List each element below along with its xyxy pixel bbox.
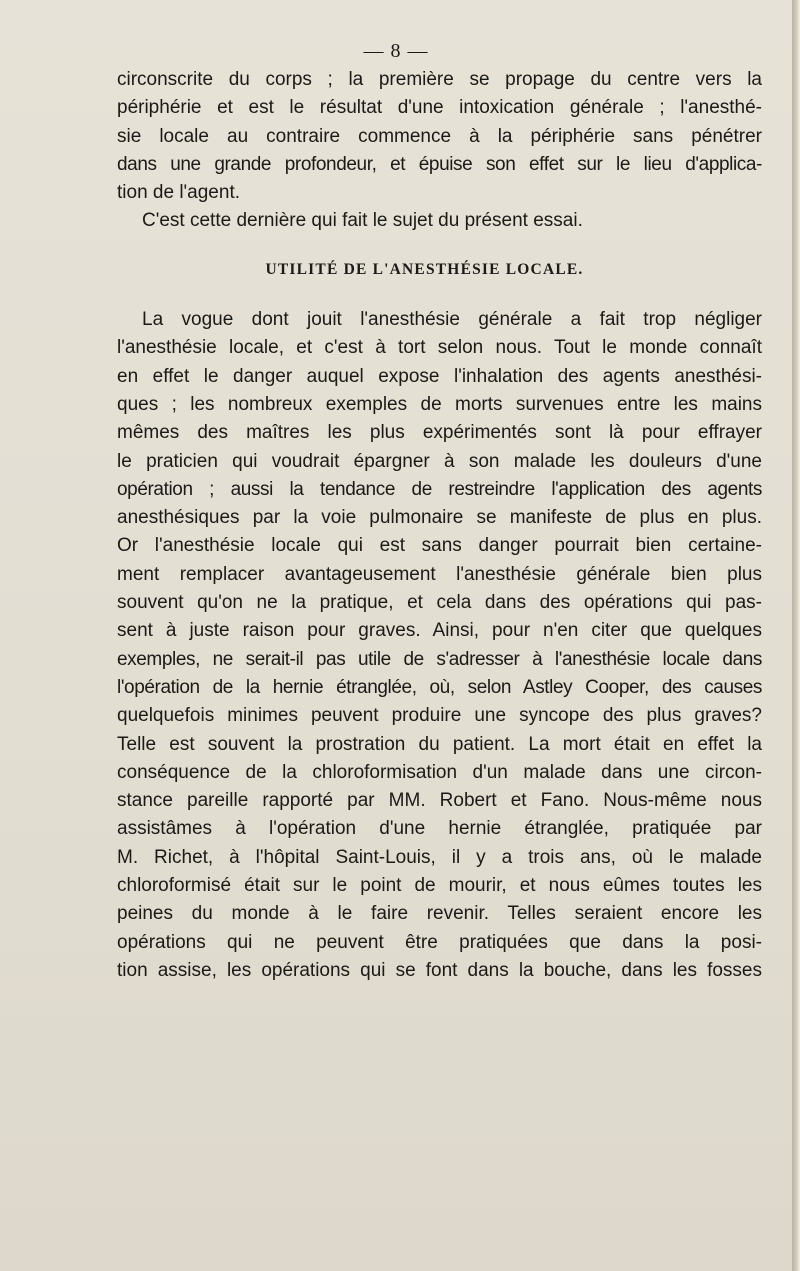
text-line: M. Richet, à l'hôpital Saint-Louis, il y a trois ans, où le malade [117,846,762,868]
text-line: C'est cette dernière qui fait le sujet du présent essai. [142,210,583,232]
text-line: assistâmes à l'opération d'une hernie étranglée, pratiquée par [117,818,762,840]
text-line: conséquence de la chloroformisation d'un malade dans une circon- [117,761,762,783]
text-line: l'opération de la hernie étranglée, où, selon Astley Cooper, des causes [117,676,762,698]
text-line: tion assise, les opérations qui se font dans la bouche, dans les fosses [117,959,762,981]
text-line: souvent qu'on ne la pratique, et cela dans des opérations qui pas- [117,592,762,614]
text-line: La vogue dont jouit l'anesthésie générale a fait trop négliger [142,309,762,331]
text-line: le praticien qui voudrait épargner à son malade les douleurs d'une [117,450,762,472]
text-line: tion de l'agent. [117,182,240,204]
text-line: périphérie et est le résultat d'une intoxication générale ; l'anesthé- [117,97,762,119]
text-line: sie locale au contraire commence à la périphérie sans pénétrer [117,125,762,147]
page-number: — 8 — [363,40,429,62]
text-line: l'anesthésie locale, et c'est à tort selon nous. Tout le monde connaît [117,337,762,359]
text-line: peines du monde à le faire revenir. Telles seraient encore les [117,903,762,925]
text-line: opérations qui ne peuvent être pratiquées que dans la posi- [117,931,762,953]
text-line: chloroformisé était sur le point de mourir, et nous eûmes toutes les [117,875,762,897]
paragraph-intro [117,66,762,207]
text-line: Telle est souvent la prostration du patient. La mort était en effet la [117,733,762,755]
text-line: ques ; les nombreux exemples de morts survenues entre les mains [117,393,762,415]
text-line: Or l'anesthésie locale qui est sans danger pourrait bien certaine- [117,535,762,557]
section-heading: UTILITÉ DE L'ANESTHÉSIE LOCALE. [265,260,584,278]
text-line: circonscrite du corps ; la première se propage du centre vers la [117,69,762,90]
text-line: quelquefois minimes peuvent produire une syncope des plus graves? [117,705,762,727]
paragraph-utility [117,306,762,985]
text-line: stance pareille rapporté par MM. Robert et Fano. Nous-même nous [117,790,762,812]
text-line: dans une grande profondeur, et épuise son effet sur le lieu d'applica- [117,153,762,175]
text-line: mêmes des maîtres les plus expérimentés sont là pour effrayer [117,422,762,444]
text-line: opération ; aussi la tendance de restreindre l'application des agents [117,478,762,500]
page-body [117,66,762,985]
text-line: en effet le danger auquel expose l'inhalation des agents anesthési- [117,365,762,387]
page-edge [792,0,800,1271]
text-line: sent à juste raison pour graves. Ainsi, pour n'en citer que quelques [117,620,762,642]
text-line: ment remplacer avantageusement l'anesthésie générale bien plus [117,563,762,585]
text-line: anesthésiques par la voie pulmonaire se manifeste de plus en plus. [117,507,762,529]
paragraph-subject [117,207,762,235]
text-line: exemples, ne serait-il pas utile de s'adresser à l'anesthésie locale dans [117,648,762,670]
